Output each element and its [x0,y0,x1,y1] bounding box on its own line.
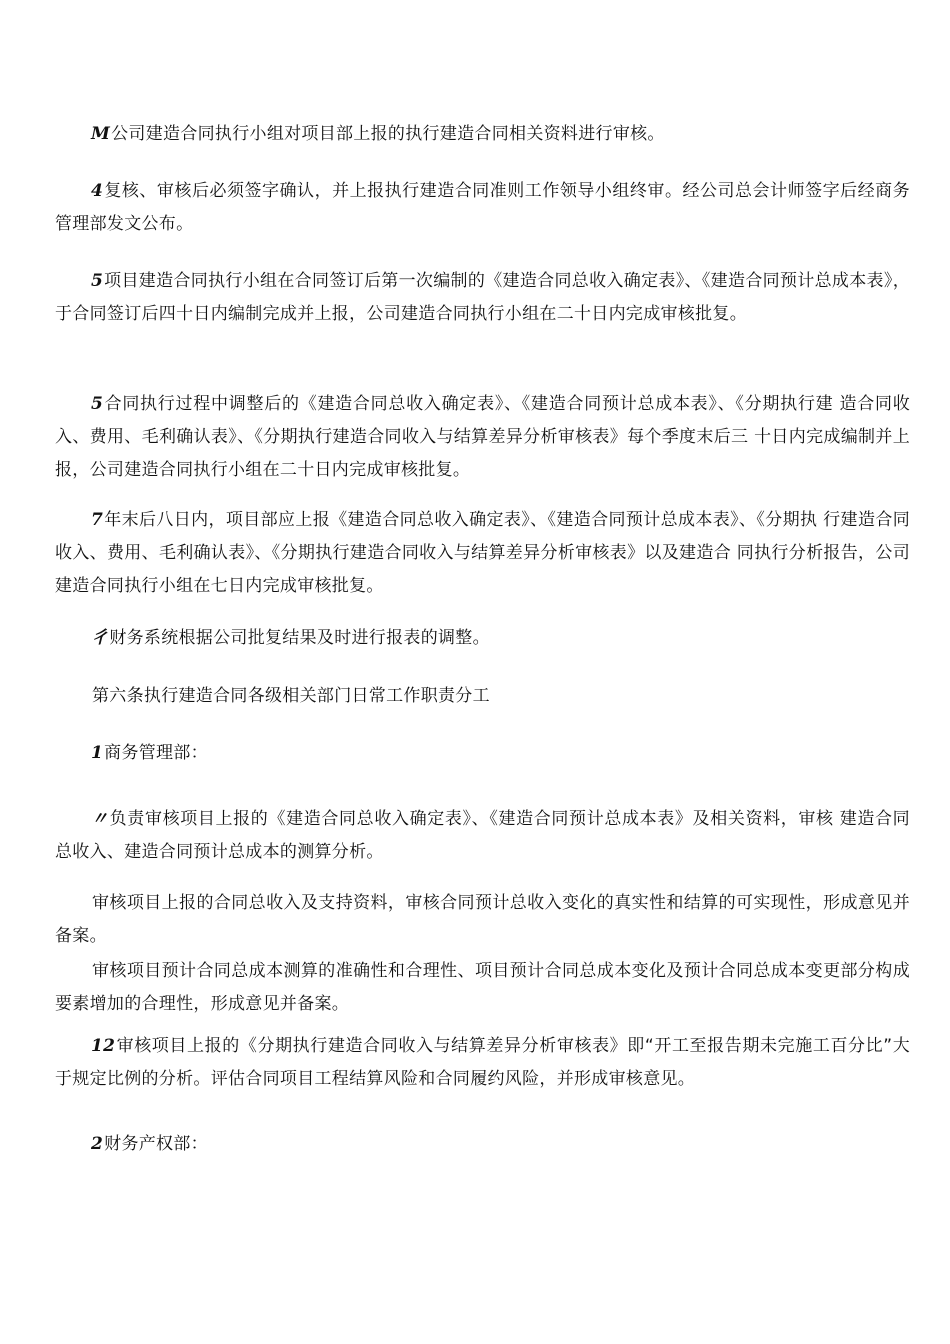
item-number: 7 [91,510,104,530]
item-number: 2 [91,1134,104,1154]
paragraph-text: 商务管理部： [104,743,208,763]
paragraph-text: 负责审核项目上报的《建造合同总收入确定表》、《建造合同预计总成本表》及相关资料，审核 建造合同总收入、建造合同预计总成本的测算分析。 [55,809,910,862]
paragraph-review-tables [55,803,910,869]
item-number: 12 [91,1036,116,1056]
item-number: 〃 [91,809,109,829]
item-number: 4 [91,181,104,201]
item-number: M [91,124,111,144]
paragraph-year-end-report [55,504,910,603]
paragraph-review-variance [55,1030,910,1096]
paragraph-text: 年末后八日内，项目部应上报《建造合同总收入确定表》、《建造合同预计总成本表》、《分期执 行建造合同收入、费用、毛利确认表》、《分期执行建造合同收入与结算差异分析审核表》以及建造合 同执行分析报告，公司建造合同执行小组在七日内完成审核批复。 [55,510,910,596]
paragraph-signature-confirm [55,175,910,241]
item-number: 彳 [91,628,109,648]
paragraph-text: 公司建造合同执行小组对项目部上报的执行建造合同相关资料进行审核。 [111,124,665,144]
item-number: 1 [91,743,104,763]
paragraph-review-cost [55,955,910,1021]
paragraph-text: 审核项目上报的《分期执行建造合同收入与结算差异分析审核表》即“开工至报告期未完施工百分比”大于规定比例的分析。评估合同项目工程结算风险和合同履约风险，并形成审核意见。 [55,1036,910,1089]
paragraph-text: 复核、审核后必须签字确认，并上报执行建造合同准则工作领导小组终审。经公司总会计师签字后经商务管理部发文公布。 [55,181,910,234]
item-number: 5 [91,394,104,414]
paragraph-text: 审核项目上报的合同总收入及支持资料，审核合同预计总收入变化的真实性和结算的可实现性，形成意见并备案。 [55,893,910,946]
paragraph-text: 合同执行过程中调整后的《建造合同总收入确定表》、《建造合同预计总成本表》、《分期执行建 造合同收入、费用、毛利确认表》、《分期执行建造合同收入与结算差异分析审核表》每个季度末后三 十日内完成编制并上报，公司建造合同执行小组在二十日内完成审核批复。 [55,394,910,480]
paragraph-finance-adjustment [55,622,910,655]
paragraph-quarterly-adjustment [55,388,910,487]
paragraph-text: 审核项目预计合同总成本测算的准确性和合理性、项目预计合同总成本变化及预计合同总成本变更部分构成要素增加的合理性，形成意见并备案。 [55,961,910,1014]
paragraph-company-review [55,118,910,151]
article-six-heading [55,680,910,713]
item-number: 5 [91,271,104,291]
paragraph-review-revenue [55,887,910,953]
paragraph-text: 财务产权部： [104,1134,208,1154]
paragraph-text: 第六条执行建造合同各级相关部门日常工作职责分工 [92,686,490,706]
section-finance-property [55,1128,910,1161]
paragraph-text: 项目建造合同执行小组在合同签订后第一次编制的《建造合同总收入确定表》、《建造合同预计总成本表》，于合同签订后四十日内编制完成并上报，公司建造合同执行小组在二十日内完成审核批复。 [55,271,910,324]
section-business-management [55,737,910,770]
paragraph-first-compilation [55,265,910,331]
paragraph-text: 财务系统根据公司批复结果及时进行报表的调整。 [109,628,490,648]
